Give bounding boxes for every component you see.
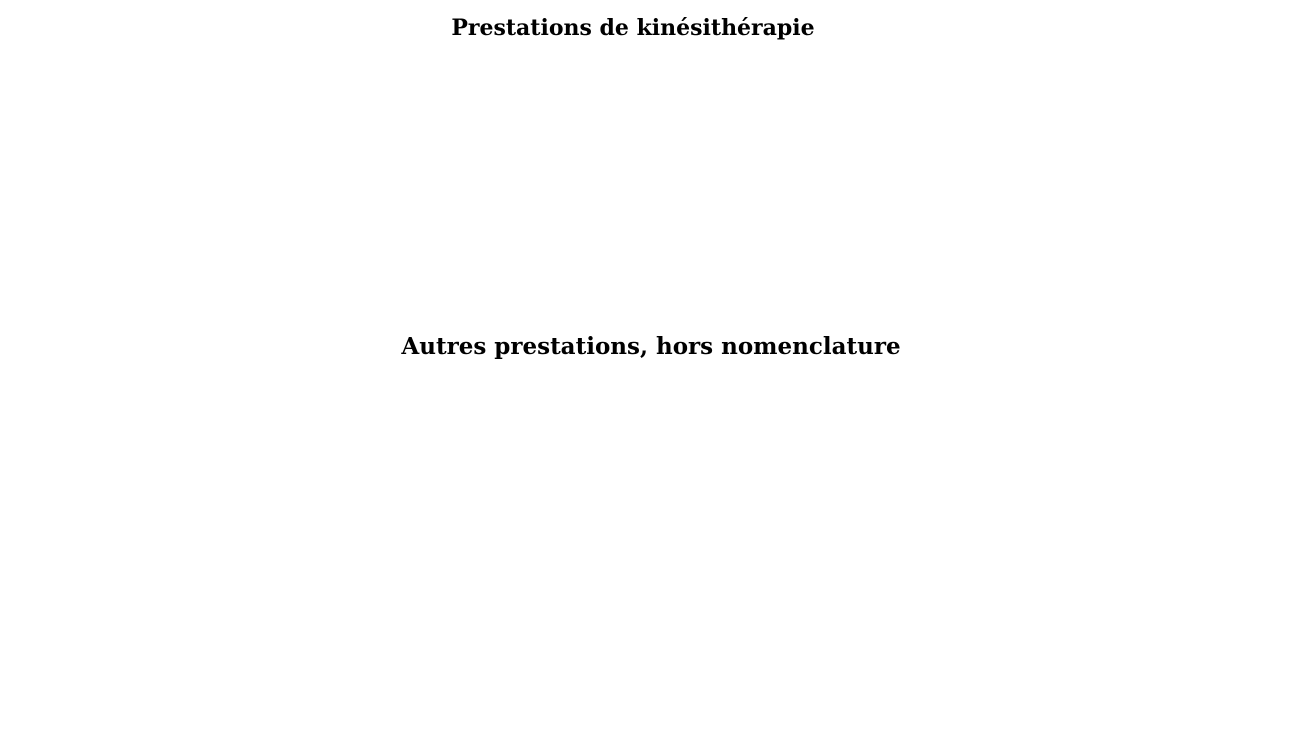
section-title-kinesitherapie: Prestations de kinésithérapie	[451, 15, 815, 41]
section-title-autres-prestations: Autres prestations, hors nomenclature	[401, 333, 901, 360]
